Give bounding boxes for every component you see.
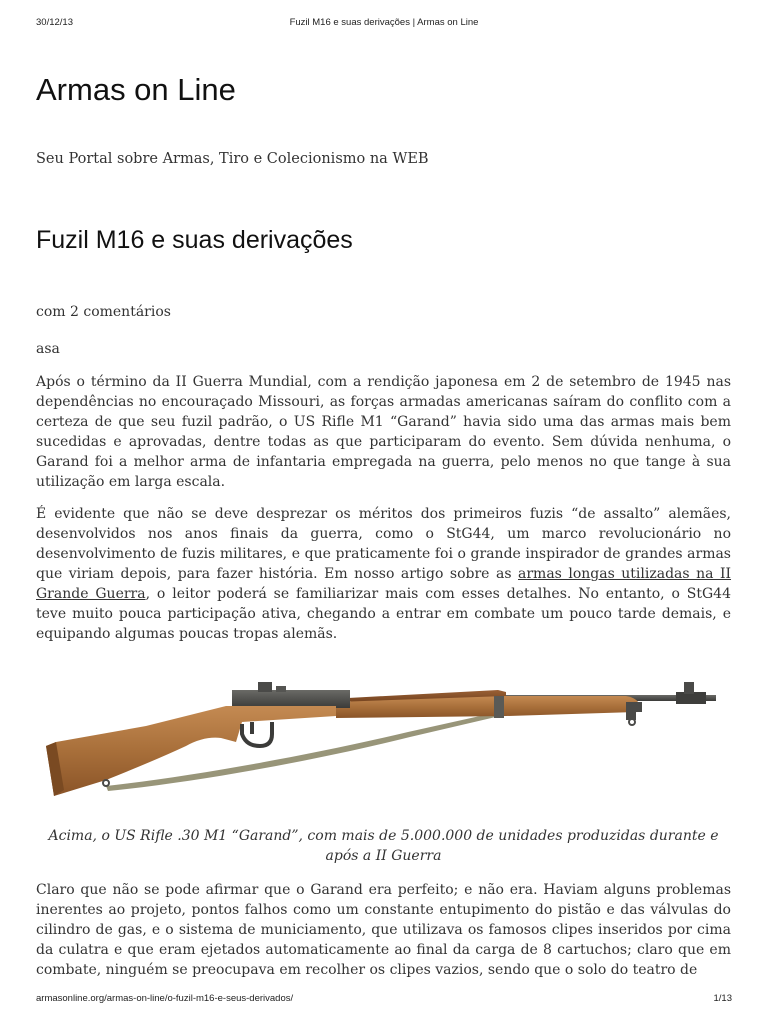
site-tagline: Seu Portal sobre Armas, Tiro e Colecionismo na WEB — [36, 151, 429, 167]
print-url: armasonline.org/armas-on-line/o-fuzil-m16-e-seus-derivados/ — [36, 993, 294, 1004]
paragraph-2 — [36, 504, 731, 644]
site-title-link[interactable]: Armas on Line — [36, 72, 236, 107]
print-page-number: 1/13 — [713, 993, 732, 1004]
print-header — [36, 17, 732, 31]
paragraph-2-text-a: É evidente que não se deve desprezar os méritos dos primeiros fuzis “de assalto” alemães, desenvolvidos nos anos finais da guerra, como o StG44, um marco revolucionário no desenvolvimento de fuzis militares, e que praticamente foi o grande inspirador de grandes armas que viriam depois, para fazer história. Em nosso artigo sobre as — [36, 506, 731, 582]
post-title: Fuzil M16 e suas derivações — [36, 226, 353, 254]
image-caption: Acima, o US Rifle .30 M1 “Garand”, com mais de 5.000.000 de unidades produzidas durante e após a II Guerra — [48, 828, 719, 864]
ww2-long-guns-article-link[interactable]: armas longas utilizadas na II Grande Guerra — [36, 566, 732, 602]
paragraph-3: Claro que não se pode afirmar que o Garand era perfeito; e não era. Haviam alguns problemas inerentes ao projeto, pontos falhos como um constante entupimento do pistão e das válvulas do cilindro de gas, e o sistema de municiamento, que utilizava os famosos clipes inseridos por cima da culatra e que eram ejetados automaticamente ao final da carga de 8 cartuchos; claro que em combate, ninguém se preocupava em recolher os clipes vazios, sendo que o solo do teatro de — [36, 882, 731, 978]
paragraph-1: Após o término da II Guerra Mundial, com a rendição japonesa em 2 de setembro de 1945 nas dependências no encouraçado Missouri, as forças armadas americanas saíram do conflito com a certeza de que seu fuzil padrão, o US Rifle M1 “Garand” havia sido uma das armas mais bem sucedidas e aprovadas, dentre todas as que participaram do evento. Sem dúvida nenhuma, o Garand foi a melhor arma de infantaria empregada na guerra, pelo menos no que tange à sua utilização em larga escala. — [36, 374, 731, 490]
post-author: asa — [36, 341, 60, 357]
print-date: 30/12/13 — [36, 17, 73, 28]
print-page-title: Fuzil M16 e suas derivações | Armas on Line — [289, 17, 479, 28]
print-footer — [36, 993, 732, 1007]
paragraph-2-text-b: , o leitor poderá se familiarizar mais com esses detalhes. No entanto, o StG44 teve muito pouca participação ativa, chegando a entrar em combate um pouco tarde demais, e equipando algumas poucas tropas alemãs. — [36, 586, 731, 642]
m1-garand-rifle-image — [36, 668, 731, 802]
comments-link[interactable]: com 2 comentários — [36, 304, 171, 320]
